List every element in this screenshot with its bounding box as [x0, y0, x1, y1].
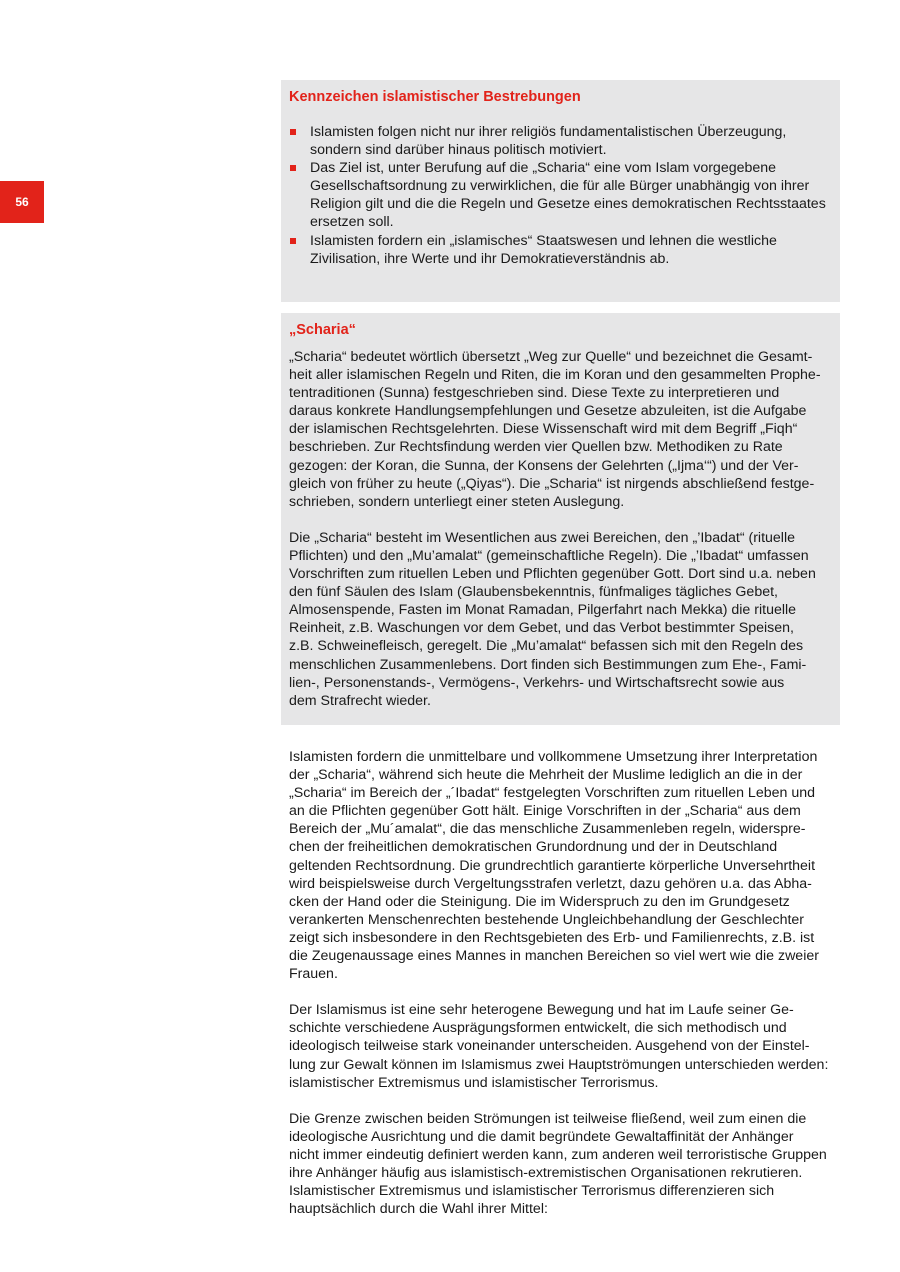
- text-line: heit aller islamischen Regeln und Riten, die im Koran und den gesammelten Prophe-: [289, 367, 821, 384]
- text-line: lung zur Gewalt können im Islamismus zwei Hauptströmungen unterschieden werden:: [289, 1056, 829, 1073]
- text-line: gezogen: der Koran, die Sunna, der Konsens der Gelehrten („Ijma‘“) und der Ver-: [289, 457, 799, 474]
- text-line: tentraditionen (Sunna) festgeschrieben sind. Diese Texte zu interpretieren und: [289, 385, 780, 402]
- text-line: lien-, Personenstands-, Vermögens-, Verkehrs- und Wirtschaftsrecht sowie aus: [289, 674, 785, 691]
- info-box-title: „Scharia“: [289, 322, 356, 338]
- info-box-scharia: [281, 313, 840, 725]
- paragraph: [289, 1110, 837, 1219]
- page-number-tab: [0, 181, 44, 223]
- text-line: nicht immer eindeutig definiert werden kann, zum anderen weil terroristische Gruppen: [289, 1146, 827, 1163]
- text-line: geltenden Rechtsordnung. Die grundrechtlich garantierte körperliche Unversehrtheit: [289, 857, 816, 874]
- text-line: z.B. Schweinefleisch, geregelt. Die „Mu’amalat“ befassen sich mit den Regeln des: [289, 638, 804, 655]
- info-box-characteristics: [281, 80, 840, 302]
- bullet-item: [289, 123, 832, 159]
- text-line: islamistischer Extremismus und islamistischer Terrorismus.: [289, 1074, 659, 1091]
- paragraph: [289, 748, 837, 983]
- text-line: ideologische Ausrichtung und die damit begründete Gewaltaffinität der Anhänger: [289, 1128, 794, 1145]
- square-bullet-icon: [290, 238, 296, 244]
- text-line: menschlichen Zusammenlebens. Dort finden sich Bestimmungen zum Ehe-, Fami-: [289, 656, 807, 673]
- text-line: Zivilisation, ihre Werte und ihr Demokratieverständnis ab.: [310, 250, 670, 267]
- text-line: wird beispielsweise durch Vergeltungsstrafen verletzt, dazu gehören u.a. das Abha-: [289, 875, 812, 892]
- bullet-list: [289, 123, 832, 268]
- page-number: 56: [15, 195, 29, 209]
- paragraph: [289, 1001, 837, 1091]
- text-line: der „Scharia“, während sich heute die Mehrheit der Muslime lediglich an die in der: [289, 767, 803, 784]
- bullet-item: [289, 159, 832, 231]
- text-line: Das Ziel ist, unter Berufung auf die „Scharia“ eine vom Islam vorgegebene: [310, 160, 777, 177]
- text-line: den fünf Säulen des Islam (Glaubensbekenntnis, fünfmaliges tägliches Gebet,: [289, 584, 778, 601]
- text-line: der islamischen Rechtsgelehrten. Diese Wissenschaft wird mit dem Begriff „Fiqh“: [289, 421, 798, 438]
- text-line: „Scharia“ bedeutet wörtlich übersetzt „Weg zur Quelle“ und bezeichnet die Gesamt-: [289, 349, 813, 365]
- info-box-title: Kennzeichen islamistischer Bestrebungen: [289, 89, 581, 105]
- text-line: dem Strafrecht wieder.: [289, 692, 431, 709]
- text-line: schrieben, sondern unterliegt einer steten Auslegung.: [289, 493, 625, 510]
- text-line: schichte verschiedene Ausprägungsformen entwickelt, die sich methodisch und: [289, 1020, 787, 1037]
- text-line: Vorschriften zum rituellen Leben und Pflichten gegenüber Gott. Dort sind u.a. neben: [289, 566, 816, 583]
- text-line: Almosenspende, Fasten im Monat Ramadan, Pilgerfahrt nach Mekka) die rituelle: [289, 602, 797, 619]
- paragraph: [289, 348, 832, 511]
- text-line: Islamisten fordern ein „islamisches“ Staatswesen und lehnen die westliche: [310, 232, 777, 249]
- bullet-item: [289, 232, 832, 268]
- square-bullet-icon: [290, 129, 296, 135]
- info-box-text: [289, 348, 832, 710]
- text-line: verankerten Menschenrechten bestehende Ungleichbehandlung der Geschlechter: [289, 911, 805, 928]
- text-line: Die „Scharia“ besteht im Wesentlichen aus zwei Bereichen, den „’Ibadat“ (rituelle: [289, 529, 795, 546]
- text-line: zeigt sich insbesondere in den Rechtsgebieten des Erb- und Familienrechts, z.B. ist: [289, 929, 815, 946]
- text-line: Reinheit, z.B. Waschungen vor dem Gebet, und das Verbot bestimmter Speisen,: [289, 620, 794, 637]
- text-line: die Zeugenaussage eines Mannes in manchen Bereichen so viel wert wie die zweier: [289, 948, 819, 965]
- paragraph: [289, 529, 832, 710]
- text-line: gleich von früher zu heute („Qiyas“). Die „Scharia“ ist nirgends abschließend festge-: [289, 475, 815, 492]
- text-line: „Scharia“ im Bereich der „´Ibadat“ festgelegten Vorschriften zum rituellen Leben und: [289, 785, 815, 802]
- text-line: an die Pflichten gegenüber Gott hält. Einige Vorschriften in der „Scharia“ aus dem: [289, 803, 801, 820]
- text-line: ideologisch teilweise stark voneinander unterscheiden. Ausgehend von der Einstel-: [289, 1038, 810, 1055]
- text-line: sondern sind darüber hinaus politisch motiviert.: [310, 142, 607, 159]
- main-text: [289, 748, 837, 1236]
- text-line: Pflichten) und den „Mu’amalat“ (gemeinschaftliche Regeln). Die „’Ibadat“ umfassen: [289, 547, 809, 564]
- text-line: ersetzen soll.: [310, 214, 394, 231]
- text-line: Gesellschaftsordnung zu verwirklichen, die für alle Bürger unabhängig von ihrer: [310, 178, 810, 195]
- text-line: chen der freiheitlichen demokratischen Grundordnung und der in Deutschland: [289, 839, 778, 856]
- text-line: Islamisten fordern die unmittelbare und vollkommene Umsetzung ihrer Interpretation: [289, 749, 818, 765]
- text-line: Islamisten folgen nicht nur ihrer religiös fundamentalistischen Überzeugung,: [310, 124, 787, 140]
- text-line: beschrieben. Zur Rechtsfindung werden vier Quellen bzw. Methodiken zu Rate: [289, 439, 783, 456]
- text-line: daraus konkrete Handlungsempfehlungen und Gesetze abzuleiten, ist die Aufgabe: [289, 403, 807, 420]
- text-line: Die Grenze zwischen beiden Strömungen ist teilweise fließend, weil zum einen die: [289, 1110, 807, 1127]
- text-line: Bereich der „Mu´amalat“, die das menschliche Zusammenleben regeln, widerspre-: [289, 821, 806, 838]
- text-line: cken der Hand oder die Steinigung. Die im Widerspruch zu den im Grundgesetz: [289, 893, 790, 910]
- text-line: Islamistischer Extremismus und islamistischer Terrorismus differenzieren sich: [289, 1183, 775, 1200]
- square-bullet-icon: [290, 165, 296, 171]
- text-line: Religion gilt und die die Regeln und Gesetze eines demokratischen Rechtsstaates: [310, 196, 826, 213]
- text-line: ihre Anhänger häufig aus islamistisch-extremistischen Organisationen rekrutieren.: [289, 1164, 803, 1181]
- text-line: Der Islamismus ist eine sehr heterogene Bewegung und hat im Laufe seiner Ge-: [289, 1002, 794, 1019]
- text-line: hauptsächlich durch die Wahl ihrer Mittel:: [289, 1201, 548, 1218]
- text-line: Frauen.: [289, 966, 338, 983]
